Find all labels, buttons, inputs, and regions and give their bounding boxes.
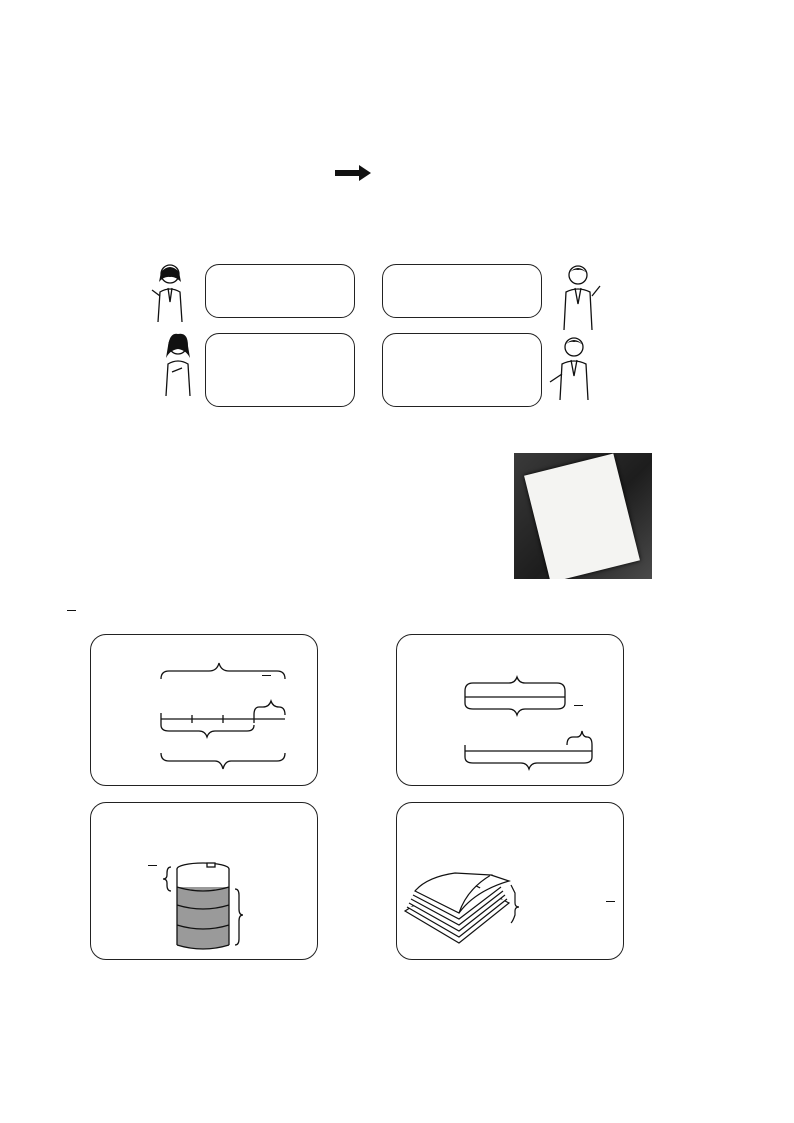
student-boy2-icon — [546, 334, 598, 402]
q7-box-a[interactable] — [90, 634, 318, 786]
speech-bubble-xiaoyue — [205, 264, 355, 318]
q7-box-b[interactable] — [396, 634, 624, 786]
box-a-diagram — [91, 635, 317, 785]
tag-line-4 — [536, 480, 616, 500]
q7-box-c[interactable] — [90, 802, 318, 960]
student-boy-icon — [552, 262, 604, 332]
speech-bubble-xiaoyu — [205, 333, 355, 407]
parallelogram-figure — [376, 146, 536, 202]
fabric-tag — [524, 454, 640, 579]
q7-box-d[interactable] — [396, 802, 624, 960]
box-b-diagram — [397, 635, 623, 785]
shirt-label-photo — [514, 453, 652, 579]
tag-line-5 — [536, 480, 616, 500]
student-girl-icon — [148, 262, 196, 324]
circle-figure — [220, 118, 330, 228]
student-girl2-icon — [156, 332, 202, 398]
tag-line-1 — [534, 472, 614, 492]
arrow-icon — [333, 162, 373, 184]
oil-barrel-icon — [91, 803, 317, 959]
q7-stem — [66, 602, 77, 626]
tag-line-2 — [534, 472, 614, 492]
open-book-icon — [397, 803, 623, 959]
speech-bubble-xiaoming — [382, 264, 542, 318]
q7-fraction — [67, 610, 76, 611]
speech-bubble-xiaoyang — [382, 333, 542, 407]
tag-line-3 — [534, 472, 614, 492]
